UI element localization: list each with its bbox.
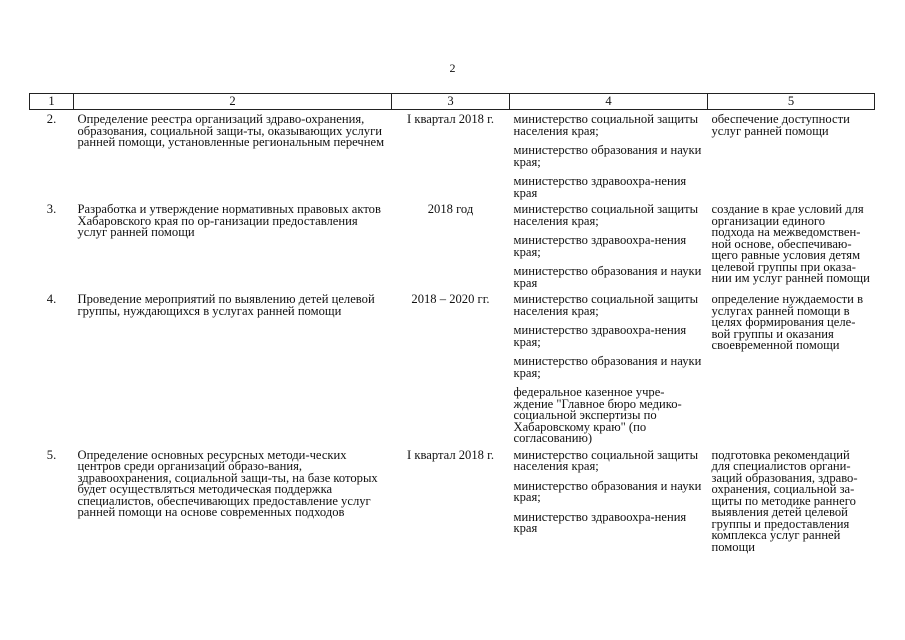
executor-item: министерство образования и науки края: [513, 264, 702, 290]
executors-cell: [510, 202, 708, 292]
result-cell: подготовка рекомендаций для специалистов органи-заций образования, здраво-охранения, социальной за-щиты по методике раннего выявления детей целевой группы и предоставления комплекса услуг ранней помощи: [711, 447, 858, 554]
executor-item: министерство образования и науки края;: [513, 354, 702, 380]
task-cell: Разработка и утверждение нормативных правовых актов Хабаровского края по ор-ганизации предоставления услуг ранней помощи: [77, 202, 381, 239]
table-row: [30, 110, 875, 203]
period-cell: I квартал 2018 г.: [407, 447, 494, 462]
result-cell: определение нуждаемости в услугах ранней помощи в целях формирования целе-вой группы и оказания своевременной помощи: [711, 292, 864, 352]
table-row: [30, 448, 875, 554]
executors-cell: [510, 448, 708, 554]
task-cell: Определение реестра организаций здраво-охранения, образования, социальной защи-ты, оказывающих услуги ранней помощи, установленные региональным перечнем: [77, 112, 385, 149]
executors-cell: [510, 292, 708, 448]
executor-item: министерство здравоохра-нения края: [513, 509, 687, 535]
executor-item: федеральное казенное учре-ждение "Главное бюро медико-социальной экспертизы по Хабаровскому краю" (по согласованию): [513, 385, 682, 445]
task-cell: Определение основных ресурсных методи-ческих центров среди организаций образо-вания, здравоохранения, социальной защи-ты, на базе которых будет осуществляться методическая поддержка специалистов, обеспечивающих предоставление услуг ранней помощи на основе современных подходов: [77, 447, 378, 519]
row-number: 4.: [46, 292, 57, 306]
header-col-number: 1: [30, 94, 74, 110]
executors-cell: [510, 110, 708, 203]
executor-item: министерство образования и науки края;: [513, 143, 702, 169]
row-number: 5.: [46, 447, 57, 462]
table-row: [30, 292, 875, 448]
executor-item: министерство здравоохра-нения края: [513, 174, 687, 200]
header-col-task: 2: [74, 94, 392, 110]
header-col-period: 3: [392, 94, 510, 110]
executor-item: министерство социальной защиты населения края;: [513, 112, 699, 138]
executor-item: министерство здравоохра-нения края;: [513, 233, 687, 259]
period-cell: 2018 год: [427, 202, 474, 216]
table-row: [30, 202, 875, 292]
header-row: [30, 94, 875, 110]
header-col-executors: 4: [510, 94, 708, 110]
executor-item: министерство социальной защиты населения края;: [513, 202, 699, 228]
row-number: 2.: [46, 112, 57, 126]
result-cell: обеспечение доступности услуг ранней помощи: [711, 112, 850, 138]
row-number: 3.: [46, 202, 57, 216]
action-plan-table: [29, 93, 875, 553]
executor-item: министерство здравоохра-нения края;: [513, 323, 687, 349]
header-col-result: 5: [708, 94, 875, 110]
executor-item: министерство социальной защиты населения края;: [513, 447, 699, 473]
executor-item: министерство социальной защиты населения края;: [513, 292, 699, 318]
result-cell: создание в крае условий для организации единого подхода на межведомствен-ной основе, обеспечиваю-щего равные условия детям целевой группы при оказа-нии им услуг ранней помощи: [711, 202, 870, 285]
page-number: 2: [449, 61, 456, 75]
period-cell: I квартал 2018 г.: [407, 112, 494, 126]
executor-item: министерство образования и науки края;: [513, 478, 702, 504]
task-cell: Проведение мероприятий по выявлению детей целевой группы, нуждающихся в услугах ранней помощи: [77, 292, 375, 318]
period-cell: 2018 – 2020 гг.: [411, 292, 490, 306]
